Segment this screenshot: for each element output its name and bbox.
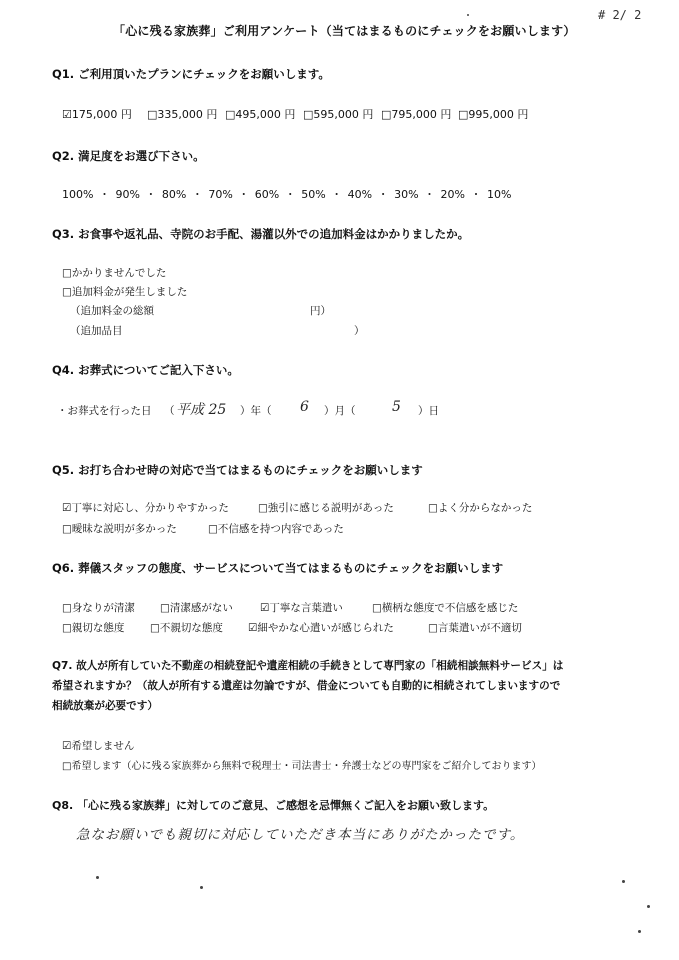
day-handwritten[interactable]: 5 [392, 399, 401, 415]
scan-speck [638, 930, 641, 933]
q3-question: Q3. お食事や返礼品、寺院のお手配、湯灌以外での追加料金はかかりましたか。 [52, 227, 470, 241]
q1-question: Q1. ご利用頂いたプランにチェックをお願いします。 [52, 67, 330, 81]
q5-option-pushy[interactable]: □強引に感じる説明があった [258, 502, 394, 514]
q7-option-request[interactable]: □希望します（心に残る家族葬から無料で税理士・司法書士・弁護士などの専門家をご紹介しております） [62, 761, 542, 772]
q5-option-unclear[interactable]: □よく分からなかった [428, 502, 533, 514]
q6-option-kind[interactable]: □親切な態度 [62, 622, 125, 634]
extra-items-close: ） [354, 325, 365, 337]
satisfaction-scale[interactable]: 100% ・ 90% ・ 80% ・ 70% ・ 60% ・ 50% ・ 40% ・ 30% ・ 20% ・ 10% [62, 188, 512, 201]
plan-option-795000[interactable]: □795,000 円 [381, 108, 452, 121]
q7-question-line3: 相続放棄が必要です） [52, 700, 158, 712]
survey-title: 「心に残る家族葬」ご利用アンケート（当てはまるものにチェックをお願いします） [113, 24, 576, 38]
q5-option-distrust[interactable]: □不信感を持つ内容であった [208, 523, 344, 535]
scan-speck [200, 886, 203, 889]
plan-option-495000[interactable]: □495,000 円 [225, 108, 296, 121]
q5-option-polite[interactable]: ☑丁寧に対応し、分かりやすかった [62, 502, 229, 514]
q4-question: Q4. お葬式についてご記入下さい。 [52, 363, 239, 377]
q5-option-vague[interactable]: □曖昧な説明が多かった [62, 523, 177, 535]
era-year-handwritten[interactable]: 平成 25 [176, 402, 227, 418]
month-handwritten[interactable]: 6 [300, 399, 309, 415]
q6-option-arrogant[interactable]: □横柄な態度で不信感を感じた [372, 602, 519, 614]
year-label: ）年（ [240, 405, 272, 417]
scan-speck [467, 14, 469, 16]
month-label: ）月（ [324, 405, 356, 417]
q8-question: Q8. 「心に残る家族葬」に対してのご意見、ご感想を忌憚無くご記入をお願い致します。 [52, 799, 495, 812]
q7-option-decline[interactable]: ☑希望しません [62, 740, 135, 752]
extra-fee-unit: 円） [310, 305, 331, 317]
plan-option-595000[interactable]: □595,000 円 [303, 108, 374, 121]
funeral-date-label: ・お葬式を行った日 [57, 405, 152, 417]
plan-option-995000[interactable]: □995,000 円 [458, 108, 529, 121]
q6-option-unkind[interactable]: □不親切な態度 [150, 622, 223, 634]
no-extra-fee-option[interactable]: □かかりませんでした [62, 267, 167, 279]
q7-question-line1: Q7. 故人が所有していた不動産の相続登記や遺産相続の手続きとして専門家の「相続相談無料サービス」は [52, 660, 564, 672]
q6-question: Q6. 葬儀スタッフの態度、サービスについて当てはまるものにチェックをお願いします [52, 561, 504, 575]
extra-fee-total-label: （追加料金の総額 [70, 305, 154, 317]
q6-option-untidy[interactable]: □清潔感がない [160, 602, 233, 614]
scan-speck [96, 876, 99, 879]
q7-question-line2: 希望されますか？（故人が所有する遺産は勿論ですが、借金についても自動的に相続されてしまいますので [52, 680, 561, 692]
day-label: ）日 [418, 405, 439, 417]
extra-items-label: （追加品目 [70, 325, 123, 337]
q5-question: Q5. お打ち合わせ時の対応で当てはまるものにチェックをお願いします [52, 463, 423, 477]
plan-option-335000[interactable]: □335,000 円 [147, 108, 218, 121]
scan-speck [622, 880, 625, 883]
scan-speck [647, 905, 650, 908]
page-number: # 2/ 2 [598, 8, 642, 22]
q6-option-inappropriate-words[interactable]: □言葉遣いが不適切 [428, 622, 522, 634]
q6-option-polite-words[interactable]: ☑丁寧な言葉遣い [260, 602, 343, 614]
plan-option-175000[interactable]: ☑175,000 円 [62, 108, 132, 121]
q6-option-neat[interactable]: □身なりが清潔 [62, 602, 135, 614]
q8-handwritten-answer[interactable]: 急なお願いでも親切に対応していただき本当にありがたかったです。 [76, 827, 525, 843]
extra-fee-option[interactable]: □追加料金が発生しました [62, 286, 188, 298]
q6-option-considerate[interactable]: ☑細やかな心遣いが感じられた [248, 622, 394, 634]
era-open-paren: （ [164, 405, 175, 417]
q2-question: Q2. 満足度をお選び下さい。 [52, 149, 205, 163]
